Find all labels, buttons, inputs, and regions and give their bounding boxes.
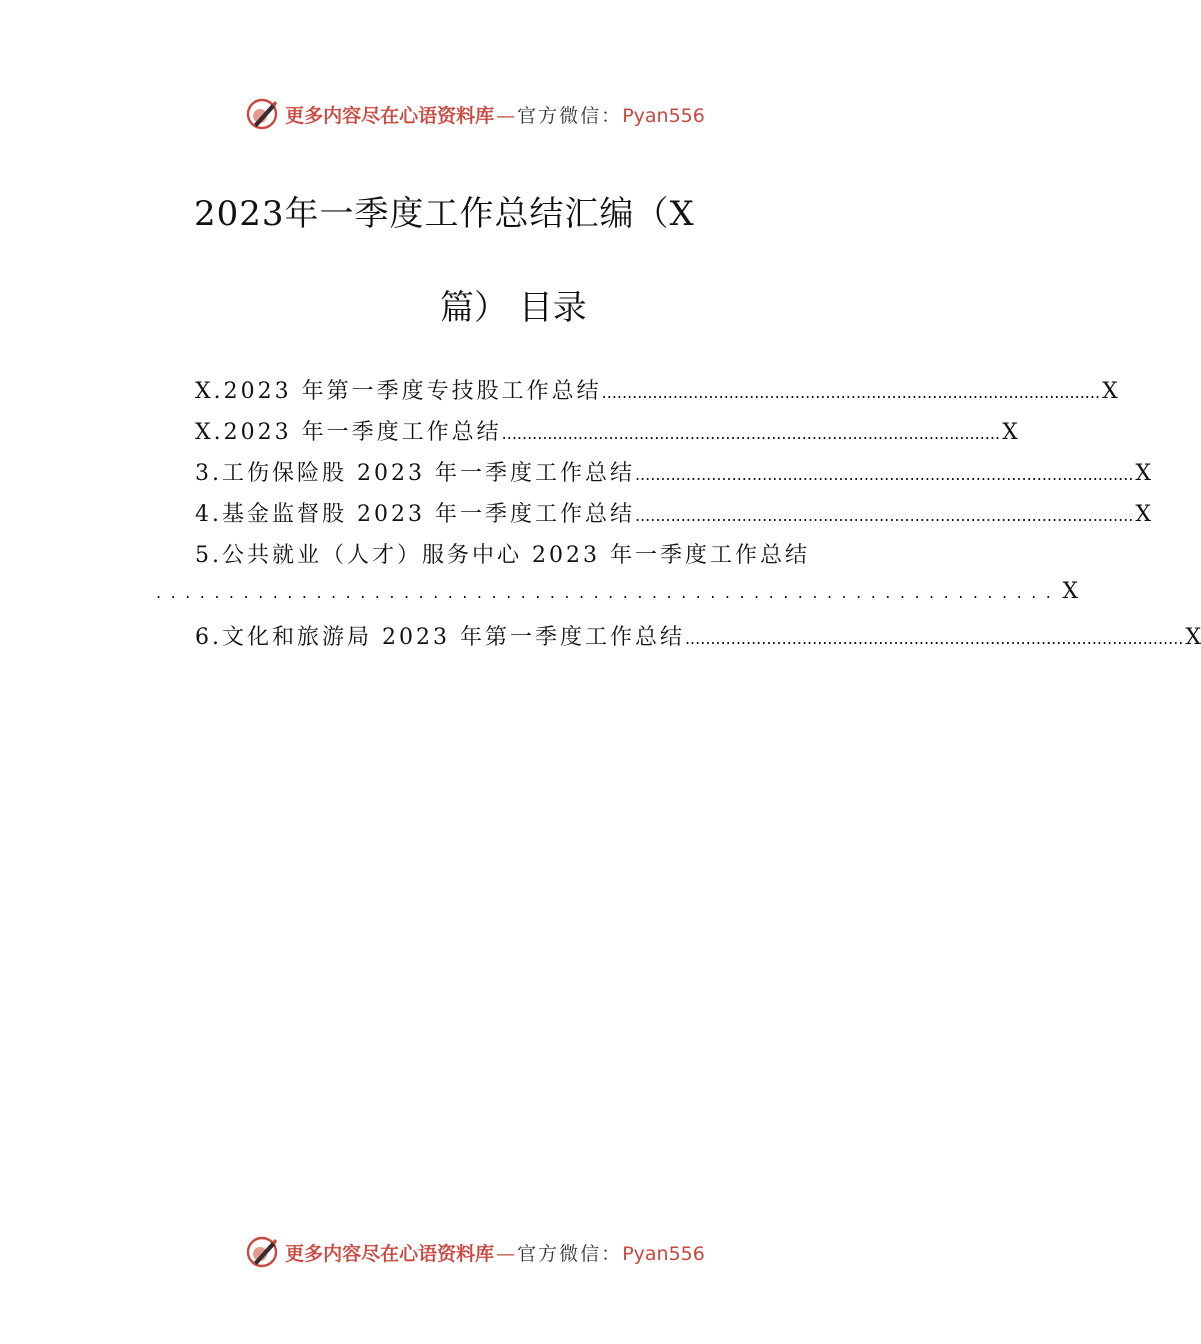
banner-slogan: 更多内容尽在心语资料库: [285, 1242, 495, 1265]
toc-item-label: 6.文化和旅游局 2023 年第一季度工作总结: [195, 625, 685, 650]
header-banner-text: [285, 101, 705, 128]
toc-item-label: X.2023 年一季度工作总结: [195, 420, 502, 445]
toc-item-label: 3.工伤保险股 2023 年一季度工作总结: [195, 461, 635, 486]
toc-page-number: X: [1185, 625, 1201, 650]
toc-dot-leader: ..................................................................................................: [634, 506, 1134, 525]
footer-banner-content: [245, 1235, 705, 1269]
pen-circle-logo-icon: [245, 97, 279, 131]
pen-circle-logo-icon: [245, 1235, 279, 1269]
toc-page-number: X: [1062, 579, 1078, 604]
toc-dot-leader: ..............................................................: [156, 583, 1061, 602]
toc-page-number: X: [1135, 461, 1152, 486]
footer-banner-text: [285, 1239, 705, 1266]
toc-item-label: 5.公共就业（人才）服务中心 2023 年一季度工作总结: [195, 543, 810, 568]
toc-item-label: 4.基金监督股 2023 年一季度工作总结: [195, 502, 635, 527]
toc-page-number: X: [1102, 379, 1118, 404]
toc-item-3[interactable]: [195, 456, 1152, 490]
toc-item-5[interactable]: [195, 538, 810, 572]
toc-item-1[interactable]: [195, 374, 1118, 408]
toc-item-4[interactable]: [195, 497, 1152, 531]
toc-page-number: X: [1135, 502, 1152, 527]
banner-dash: —: [496, 104, 516, 127]
toc-item-6[interactable]: [195, 620, 1201, 654]
document-title-line-1: 2023年一季度工作总结汇编（X: [194, 194, 695, 234]
toc-dot-leader: ..................................................................................................: [601, 383, 1101, 402]
header-banner-content: [245, 97, 705, 131]
banner-dash: —: [496, 1242, 516, 1265]
toc-item-label: X.2023 年第一季度专技股工作总结: [195, 379, 602, 404]
banner-wechat-id: Pyan556: [622, 1242, 705, 1265]
toc-item-2[interactable]: [195, 415, 1018, 449]
toc-dot-leader: ..................................................................................................: [684, 629, 1184, 648]
banner-wechat-label: 官方微信：: [517, 104, 623, 127]
document-title-line-2: 篇） 目录: [440, 288, 587, 328]
toc-dot-leader: ..................................................................................................: [634, 465, 1134, 484]
toc-item-5-continuation[interactable]: [156, 579, 1078, 613]
banner-slogan: 更多内容尽在心语资料库: [285, 104, 495, 127]
toc-page-number: X: [1002, 420, 1018, 445]
banner-wechat-label: 官方微信：: [517, 1242, 623, 1265]
header-banner: [0, 94, 950, 134]
toc-dot-leader: ..................................................................................................: [501, 424, 1001, 443]
footer-banner: [0, 1232, 950, 1272]
banner-wechat-id: Pyan556: [622, 104, 705, 127]
